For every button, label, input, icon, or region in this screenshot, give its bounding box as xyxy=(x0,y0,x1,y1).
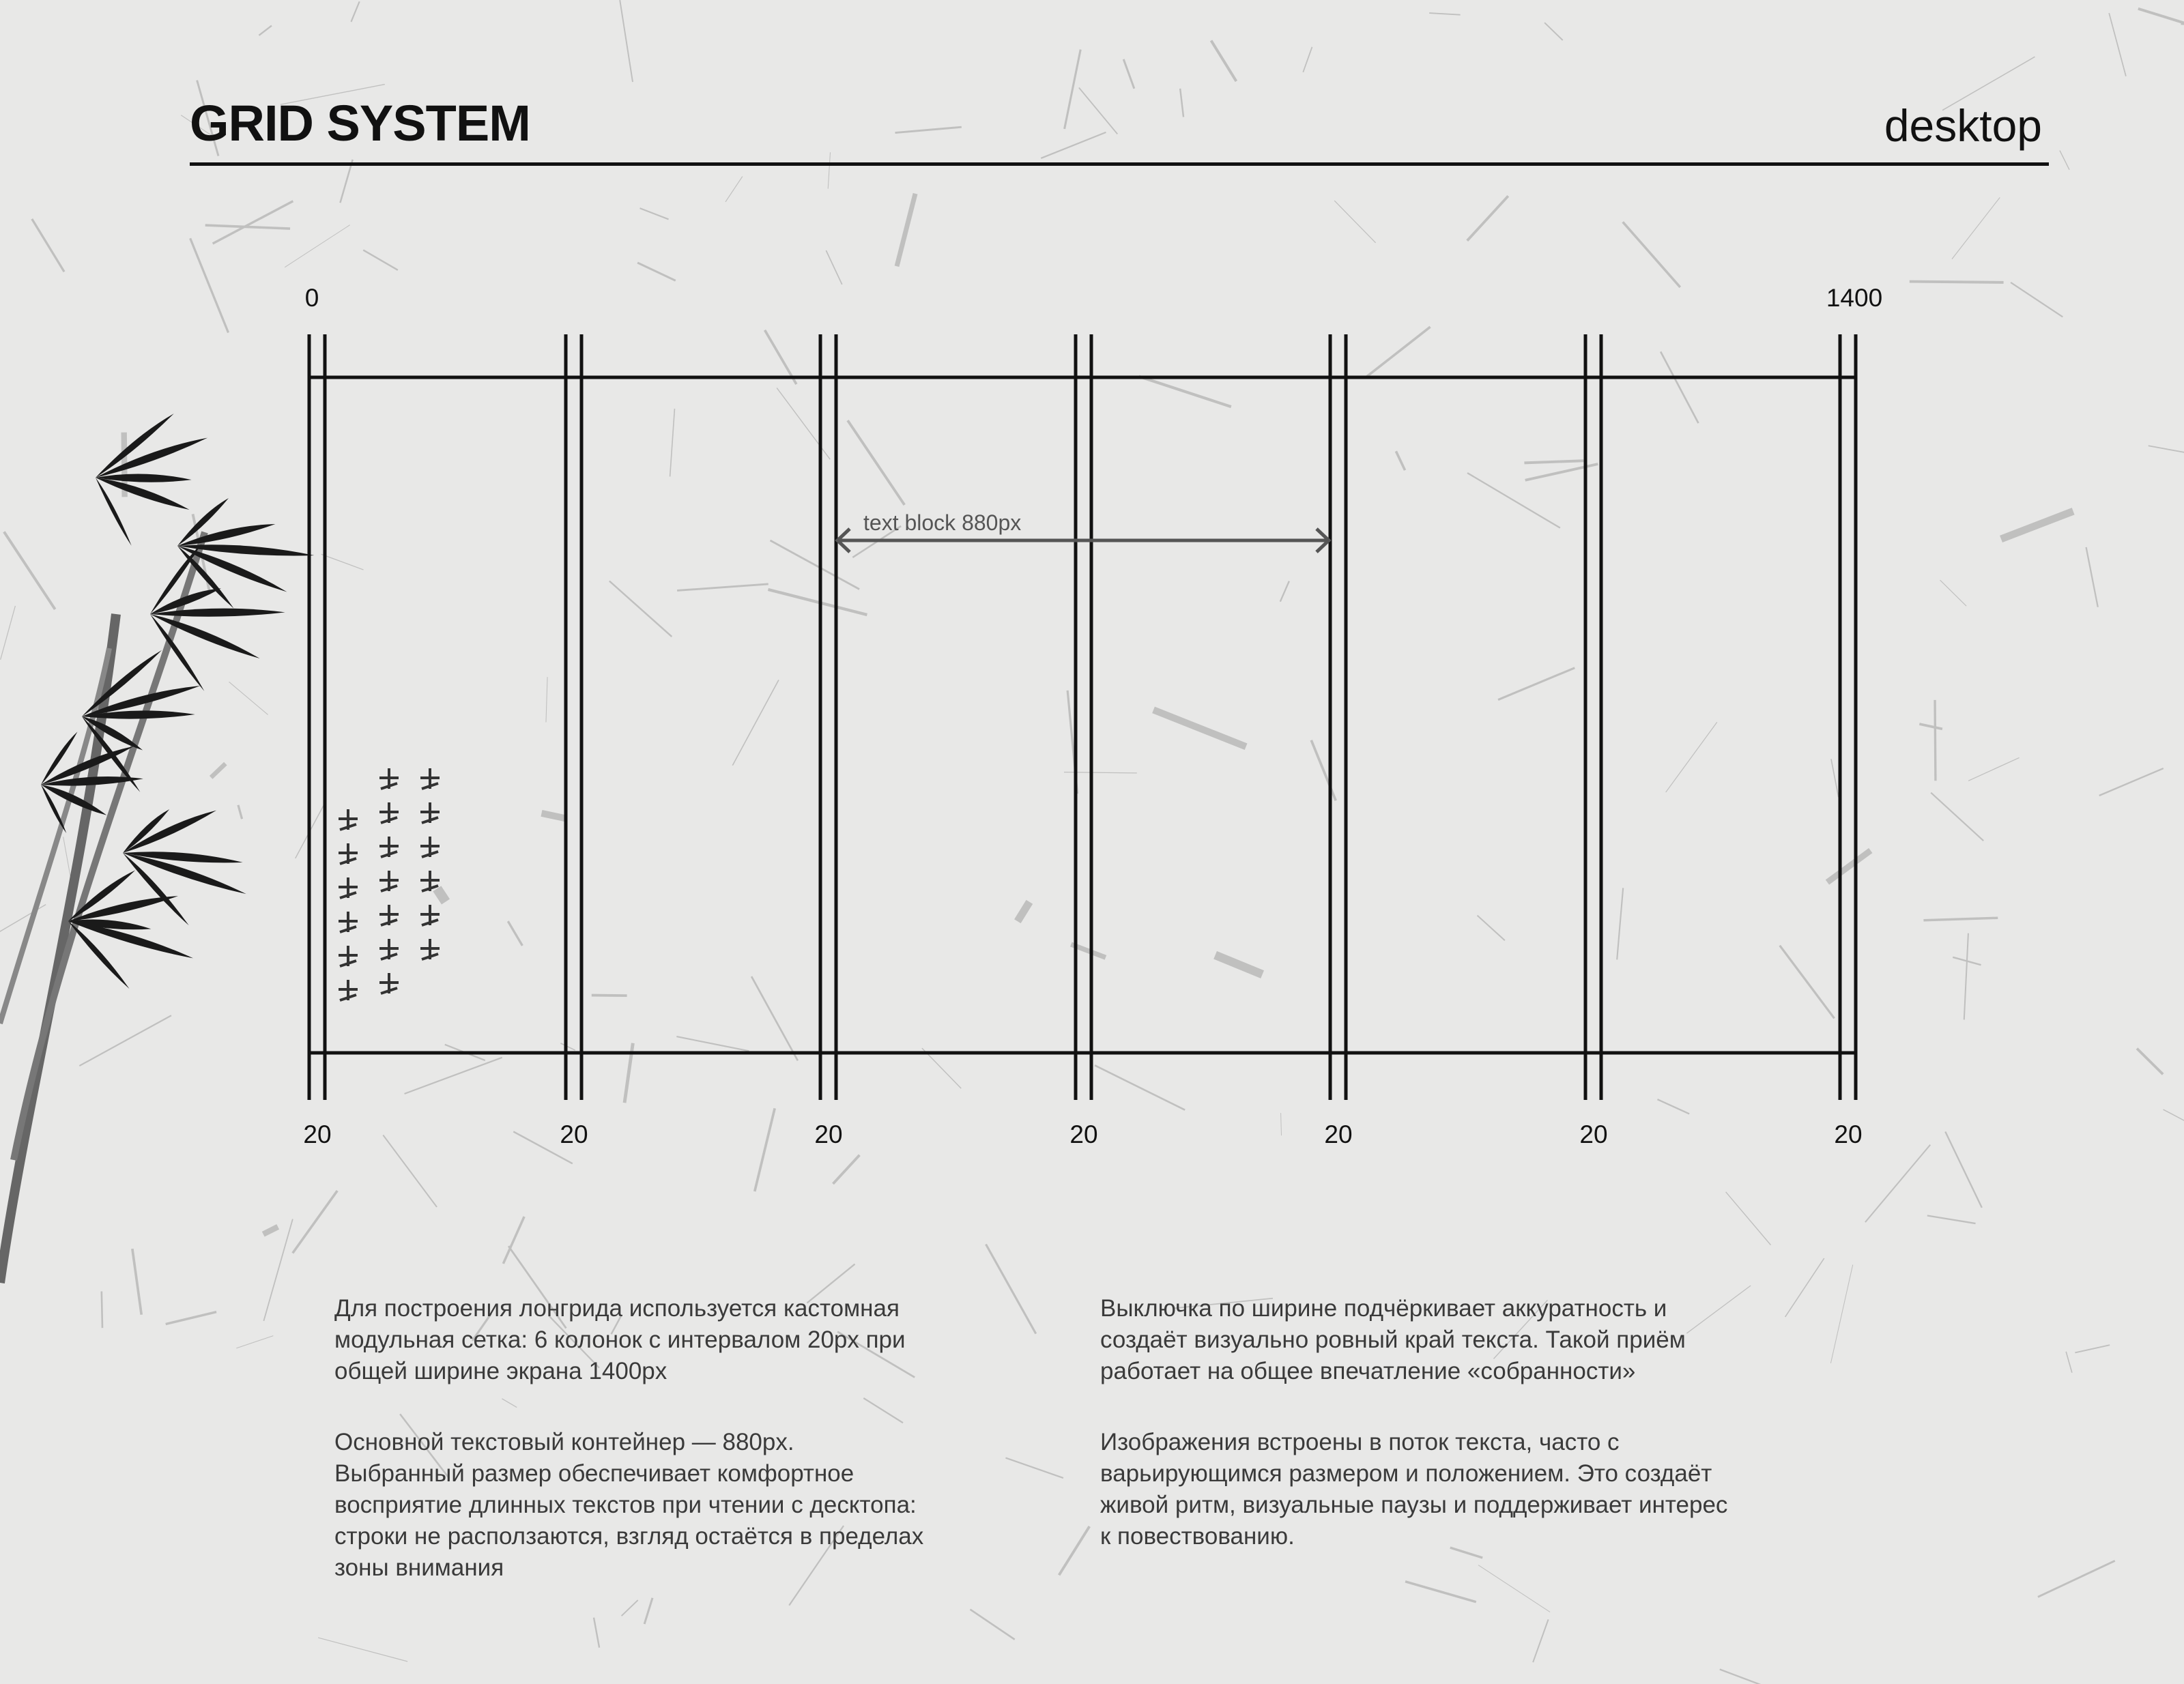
calligraphy-glyph xyxy=(339,980,358,1000)
text-line: общей ширине экрана 1400px xyxy=(334,1358,667,1384)
paper-fiber xyxy=(677,584,768,591)
paper-fiber xyxy=(1865,1145,1930,1223)
paper-fiber xyxy=(2149,446,2184,461)
paper-fiber xyxy=(351,1,359,22)
calligraphy-glyph xyxy=(379,768,399,789)
bamboo-leaf xyxy=(96,438,207,478)
paper-fiber xyxy=(1785,1258,1824,1317)
text-line: работает на общее впечатление «собранности» xyxy=(1100,1358,1636,1384)
paper-fiber xyxy=(1931,793,1983,841)
paper-fiber xyxy=(1830,1265,1852,1363)
paper-fiber xyxy=(1153,710,1246,746)
paper-fiber xyxy=(1726,1192,1771,1245)
paper-fiber xyxy=(620,0,633,82)
text-line: восприятие длинных текстов при чтении с десктопа: xyxy=(334,1492,917,1518)
calligraphy-glyph xyxy=(379,871,399,891)
paper-fiber xyxy=(1780,946,1835,1019)
paper-fiber xyxy=(1041,132,1106,158)
bamboo-illustration xyxy=(0,413,314,1283)
paper-fiber xyxy=(293,1191,337,1253)
paper-fiber xyxy=(1,606,16,660)
grid-end-label: 1400 xyxy=(1826,284,1883,312)
paper-fiber xyxy=(1533,1619,1548,1662)
text-line: варьирующимся размером и положением. Это создаёт xyxy=(1100,1460,1712,1487)
paper-fiber xyxy=(1303,47,1312,72)
paper-fiber xyxy=(2164,1109,2184,1146)
paper-fiber xyxy=(1018,902,1030,921)
gutter-width-label: 20 xyxy=(1324,1120,1353,1148)
paper-fiber xyxy=(1945,1131,1982,1207)
paper-fiber xyxy=(1940,580,1967,606)
paper-fiber xyxy=(833,1155,859,1184)
paper-fiber xyxy=(848,420,904,505)
paper-fiber xyxy=(190,238,229,332)
calligraphy-glyph xyxy=(420,871,440,891)
paper-fiber xyxy=(2011,282,2063,317)
calligraphy-glyph xyxy=(420,837,440,857)
paper-fiber xyxy=(541,813,566,819)
paper-fiber xyxy=(676,1036,749,1051)
paper-fiber xyxy=(725,177,743,202)
paper-fiber xyxy=(826,250,842,285)
paper-fiber xyxy=(1952,197,2000,259)
text-line: Для построения лонгрида используется кастомная xyxy=(334,1295,900,1322)
paper-fiber xyxy=(1524,461,1583,463)
text-line: создаёт визуально ровный край текста. Такой приём xyxy=(1100,1326,1686,1353)
paper-fiber xyxy=(768,590,867,615)
paper-fiber xyxy=(1059,1526,1090,1575)
paper-fiber xyxy=(1935,700,1936,781)
bamboo-leaf xyxy=(96,413,174,478)
viewport-mode-label: desktop xyxy=(1884,100,2042,151)
paper-fiber xyxy=(2060,151,2069,170)
paper-fiber xyxy=(622,1600,638,1616)
paper-fiber xyxy=(560,1043,575,1050)
paper-fiber xyxy=(1831,759,1839,797)
text-line: модульная сетка: 6 колонок с интервалом 20px при xyxy=(334,1326,906,1353)
paper-fiber xyxy=(166,1312,216,1324)
text-line: зоны внимания xyxy=(334,1554,504,1581)
calligraphy-glyph xyxy=(339,946,358,966)
paper-fiber xyxy=(2075,1345,2110,1352)
paper-fiber xyxy=(1396,451,1405,470)
paper-fiber xyxy=(79,1015,171,1066)
bamboo-leaf xyxy=(123,811,216,853)
text-line: Изображения встроены в поток текста, часто с xyxy=(1100,1429,1620,1455)
paper-fiber xyxy=(2066,1352,2072,1373)
paper-fiber xyxy=(2001,511,2073,539)
paper-fiber xyxy=(1065,50,1081,129)
paper-fiber xyxy=(229,682,268,714)
paper-fiber xyxy=(640,208,669,219)
paragraph xyxy=(334,1293,1017,1387)
paper-fiber xyxy=(508,921,522,946)
paper-fiber xyxy=(211,764,225,777)
paper-fiber xyxy=(238,805,242,819)
paper-fiber xyxy=(1123,59,1134,89)
paper-fiber xyxy=(321,554,364,570)
header-divider xyxy=(190,162,2049,166)
calligraphy-illustration xyxy=(339,768,440,1000)
paper-fiber xyxy=(1544,23,1563,40)
gutter-width-label: 20 xyxy=(303,1120,332,1148)
paper-fiber xyxy=(2137,1049,2163,1075)
paper-fiber xyxy=(1666,722,1717,792)
gutter-width-label: 20 xyxy=(560,1120,588,1148)
gutter-width-label: 20 xyxy=(1834,1120,1863,1148)
paper-fiber xyxy=(2181,24,2184,27)
paper-fiber xyxy=(259,26,272,35)
calligraphy-glyph xyxy=(379,802,399,823)
paper-fiber xyxy=(1827,850,1870,882)
paper-fiber xyxy=(670,409,675,476)
paper-fiber xyxy=(732,680,779,765)
paper-fiber xyxy=(1923,918,1998,920)
calligraphy-glyph xyxy=(379,973,399,993)
paper-fiber xyxy=(263,1227,278,1234)
paper-fiber xyxy=(1334,201,1375,243)
paper-fiber xyxy=(437,888,446,901)
page-title: GRID SYSTEM xyxy=(190,95,530,151)
paper-fiber xyxy=(1478,916,1505,941)
text-line: Основной текстовый контейнер — 880px. xyxy=(334,1429,794,1455)
text-line: к повествованию. xyxy=(1100,1523,1295,1550)
paper-fiber xyxy=(1467,473,1560,528)
paper-fiber xyxy=(1968,757,2019,781)
grid-start-label: 0 xyxy=(304,284,319,312)
paragraph xyxy=(1100,1293,1783,1387)
calligraphy-glyph xyxy=(339,843,358,864)
calligraphy-glyph xyxy=(339,809,358,830)
paper-fiber xyxy=(971,1610,1015,1640)
calligraphy-glyph xyxy=(420,905,440,925)
paper-fiber xyxy=(1139,377,1231,407)
paper-fiber xyxy=(828,152,830,188)
description-left-column xyxy=(334,1293,1017,1584)
calligraphy-glyph xyxy=(379,837,399,857)
paper-fiber xyxy=(503,1217,524,1264)
paper-fiber xyxy=(644,1598,652,1624)
paper-fiber xyxy=(637,263,676,280)
paper-fiber xyxy=(1095,1065,1185,1109)
paper-fiber xyxy=(1429,13,1461,15)
paper-fiber xyxy=(32,219,64,272)
paper-fiber xyxy=(1927,1216,1976,1224)
paper-fiber xyxy=(2109,13,2126,76)
paper-fiber xyxy=(546,677,547,722)
paper-fiber xyxy=(1964,933,1968,1020)
paper-fiber xyxy=(1366,327,1430,377)
gutter-width-label: 20 xyxy=(1069,1120,1098,1148)
paper-fiber xyxy=(1720,1669,1774,1684)
paper-fiber xyxy=(363,250,398,270)
paper-fiber xyxy=(1180,89,1183,117)
paper-fiber xyxy=(895,127,962,132)
calligraphy-glyph xyxy=(420,768,440,789)
paper-fiber xyxy=(1498,668,1575,700)
bamboo-leaf xyxy=(150,609,285,617)
paper-fiber xyxy=(1079,87,1117,134)
paragraph xyxy=(334,1427,1017,1584)
paper-fiber xyxy=(1211,40,1237,81)
paper-fiber xyxy=(285,225,349,267)
text-line: живой ритм, визуальные паузы и поддерживает интерес xyxy=(1100,1492,1728,1518)
calligraphy-glyph xyxy=(379,905,399,925)
paper-fiber xyxy=(1405,1582,1476,1602)
paper-fiber xyxy=(777,388,830,459)
paper-fiber xyxy=(1467,196,1508,240)
paper-fiber xyxy=(609,581,672,637)
paper-fiber xyxy=(340,160,352,203)
paper-fiber xyxy=(318,1638,407,1661)
text-block-label: text block 880px xyxy=(863,510,1022,535)
text-line: строки не расползаются, взгляд остаётся в пределах xyxy=(334,1523,924,1550)
paper-fiber xyxy=(1311,740,1336,801)
calligraphy-glyph xyxy=(420,802,440,823)
paper-fiber xyxy=(2038,1560,2115,1597)
calligraphy-glyph xyxy=(339,912,358,932)
paper-fiber xyxy=(2086,547,2098,607)
paper-fiber xyxy=(4,532,55,609)
paper-fiber xyxy=(594,1618,599,1648)
paper-fiber xyxy=(383,1135,437,1206)
paper-fiber xyxy=(2099,768,2164,796)
grid-diagram xyxy=(309,334,1856,1100)
text-line: Выключка по ширине подчёркивает аккуратность и xyxy=(1100,1295,1667,1322)
paper-fiber xyxy=(1280,581,1289,602)
paper-fiber xyxy=(1661,351,1698,423)
paper-fiber xyxy=(132,1249,141,1315)
paper-fiber xyxy=(1281,1113,1282,1135)
paper-fiber xyxy=(1919,724,1942,729)
paper-fiber xyxy=(405,1058,502,1094)
gutter-width-label: 20 xyxy=(814,1120,843,1148)
paper-fiber xyxy=(755,1108,775,1191)
paper-fiber xyxy=(2138,9,2184,31)
paper-fiber xyxy=(1216,955,1263,974)
paper-fiber xyxy=(1478,1565,1550,1612)
paragraph xyxy=(1100,1427,1783,1552)
description-right-column xyxy=(1100,1293,1783,1552)
paper-fiber xyxy=(236,1336,273,1348)
paper-fiber xyxy=(751,976,798,1060)
paper-fiber xyxy=(1623,222,1680,287)
paper-fiber xyxy=(897,194,915,266)
gutter-width-label: 20 xyxy=(1579,1120,1608,1148)
paper-fiber xyxy=(213,201,293,244)
calligraphy-glyph xyxy=(339,877,358,898)
paper-fiber xyxy=(1657,1099,1689,1114)
paper-fiber xyxy=(1617,888,1623,959)
calligraphy-glyph xyxy=(379,939,399,959)
calligraphy-glyph xyxy=(420,939,440,959)
text-line: Выбранный размер обеспечивает комфортное xyxy=(334,1460,854,1487)
